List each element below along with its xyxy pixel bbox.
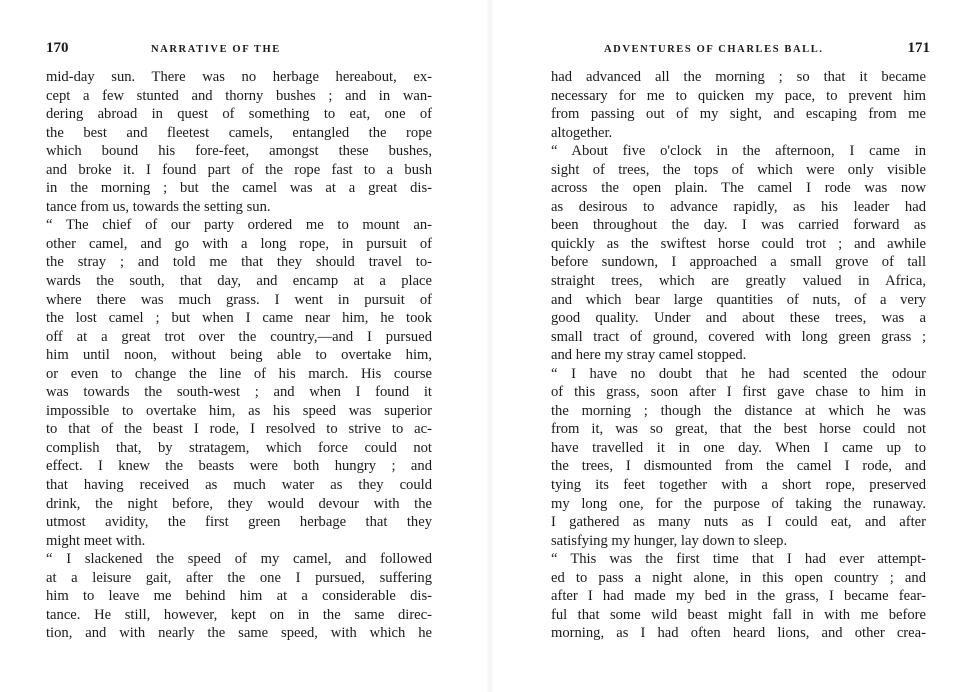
text-line: complish that, by stratagem, which force could not <box>46 439 432 456</box>
text-line: “ The chief of our party ordered me to mount an- <box>46 217 432 234</box>
text-line: straight trees, which are greatly valued in Africa, <box>551 273 926 290</box>
text-line: the trees, I dismounted from the camel I rode, and <box>551 458 926 475</box>
text-line: tying its feet together with a short rope, preserved <box>551 477 926 494</box>
right-page <box>490 0 980 692</box>
text-line: the stray ; and told me that they should travel to- <box>46 254 432 271</box>
text-line: been throughout the day. I was carried forward as <box>551 217 926 234</box>
text-line: the best and fleetest camels, entangled the rope <box>46 124 432 141</box>
text-line: mid-day sun. There was no herbage hereabout, ex- <box>46 69 432 85</box>
text-line: ed to pass a night alone, in this open country ; and <box>551 569 926 586</box>
text-line: “ I slackened the speed of my camel, and followed <box>46 551 432 568</box>
text-line: from passing out of my sight, and escaping from me <box>551 106 926 123</box>
right-page-body <box>551 68 926 643</box>
text-line: tion, and with nearly the same speed, with which he <box>46 625 432 642</box>
text-line: sight of trees, the tops of which were only visible <box>551 161 926 178</box>
text-line: and here my stray camel stopped. <box>551 347 747 364</box>
page-number: 171 <box>907 40 930 56</box>
text-line: utmost avidity, the first green herbage that they <box>46 514 432 531</box>
text-line: which bound his fore-feet, amongst these bushes, <box>46 143 432 160</box>
text-line: of this grass, soon after I first gave chase to him in <box>551 384 926 401</box>
text-line: satisfying my hunger, lay down to sleep. <box>551 532 788 549</box>
text-line: good quality. Under and about these trees, was a <box>551 310 926 327</box>
left-page-body <box>46 68 432 643</box>
text-line: had advanced all the morning ; so that it became <box>551 69 926 85</box>
text-line: “ I have no doubt that he had scented the odour <box>551 365 926 382</box>
text-line: him to leave me behind him at a considerable dis- <box>46 588 432 605</box>
text-line: other camel, and go with a long rope, in pursuit of <box>46 235 432 252</box>
text-line: quickly as the swiftest horse could trot ; and awhile <box>551 235 926 252</box>
text-line: after I had made my bed in the grass, I became fear- <box>551 588 926 605</box>
text-line: and broke it. I found part of the rope fast to a bush <box>46 161 432 178</box>
text-line: have travelled it in one day. When I came up to <box>551 439 926 456</box>
text-line: at a leisure gait, after the one I pursued, suffering <box>46 569 432 586</box>
left-page-header <box>46 40 436 60</box>
text-line: “ About five o'clock in the afternoon, I came in <box>551 143 926 160</box>
text-line: the lost camel ; but when I came near him, he took <box>46 310 432 327</box>
right-page-header <box>550 40 930 60</box>
text-line: as desirous to advance rapidly, as his leader had <box>551 198 926 215</box>
page-number: 170 <box>46 40 69 56</box>
text-line: dering abroad in quest of something to eat, one of <box>46 106 432 123</box>
text-line: tance from us, towards the setting sun. <box>46 198 271 215</box>
text-line: impossible to overtake him, as his speed was superior <box>46 402 432 419</box>
text-line: the morning ; though the distance at which he was <box>551 402 926 419</box>
text-line: tance. He still, however, kept on in the same direc- <box>46 606 432 623</box>
running-head: NARRATIVE OF THE <box>151 44 281 55</box>
text-line: cept a few stunted and thorny bushes ; and in wan- <box>46 87 432 104</box>
text-line: from it, was so great, that the best horse could not <box>551 421 926 438</box>
text-line: him until noon, without being able to overtake him, <box>46 347 432 364</box>
text-line: in the morning ; but the camel was at a great dis- <box>46 180 432 197</box>
text-line: to that of the beast I rode, I resolved to strive to ac- <box>46 421 432 438</box>
text-line: where there was much grass. I went in pursuit of <box>46 291 432 308</box>
text-line: I gathered as many nuts as I could eat, and after <box>551 514 926 531</box>
text-line: was towards the south-west ; and when I found it <box>46 384 432 401</box>
text-line: morning, as I had often heard lions, and other crea- <box>551 625 926 642</box>
text-line: and which bear large quantities of nuts, of a very <box>551 291 926 308</box>
text-line: before sundown, I approached a small grove of tall <box>551 254 926 271</box>
text-line: small tract of ground, covered with long green grass ; <box>551 328 926 345</box>
text-line: necessary for me to quicken my pace, to prevent him <box>551 87 926 104</box>
text-line: might meet with. <box>46 532 146 549</box>
text-line: effect. I knew the beasts were both hungry ; and <box>46 458 432 475</box>
running-head: ADVENTURES OF CHARLES BALL. <box>604 44 824 55</box>
text-line: off at a great trot over the country,—and I pursued <box>46 328 432 345</box>
text-line: “ This was the first time that I had ever attempt- <box>551 551 926 568</box>
text-line: ful that some wild beast might fall in with me before <box>551 606 926 623</box>
text-line: that having received as much water as they could <box>46 477 432 494</box>
text-line: altogether. <box>551 124 613 141</box>
text-line: or even to change the line of his march. His course <box>46 365 432 382</box>
text-line: across the open plain. The camel I rode was now <box>551 180 926 197</box>
text-line: wards the south, that day, and encamp at a place <box>46 273 432 290</box>
text-line: drink, the night before, they would devour with the <box>46 495 432 512</box>
text-line: my long one, for the purpose of taking the runaway. <box>551 495 926 512</box>
